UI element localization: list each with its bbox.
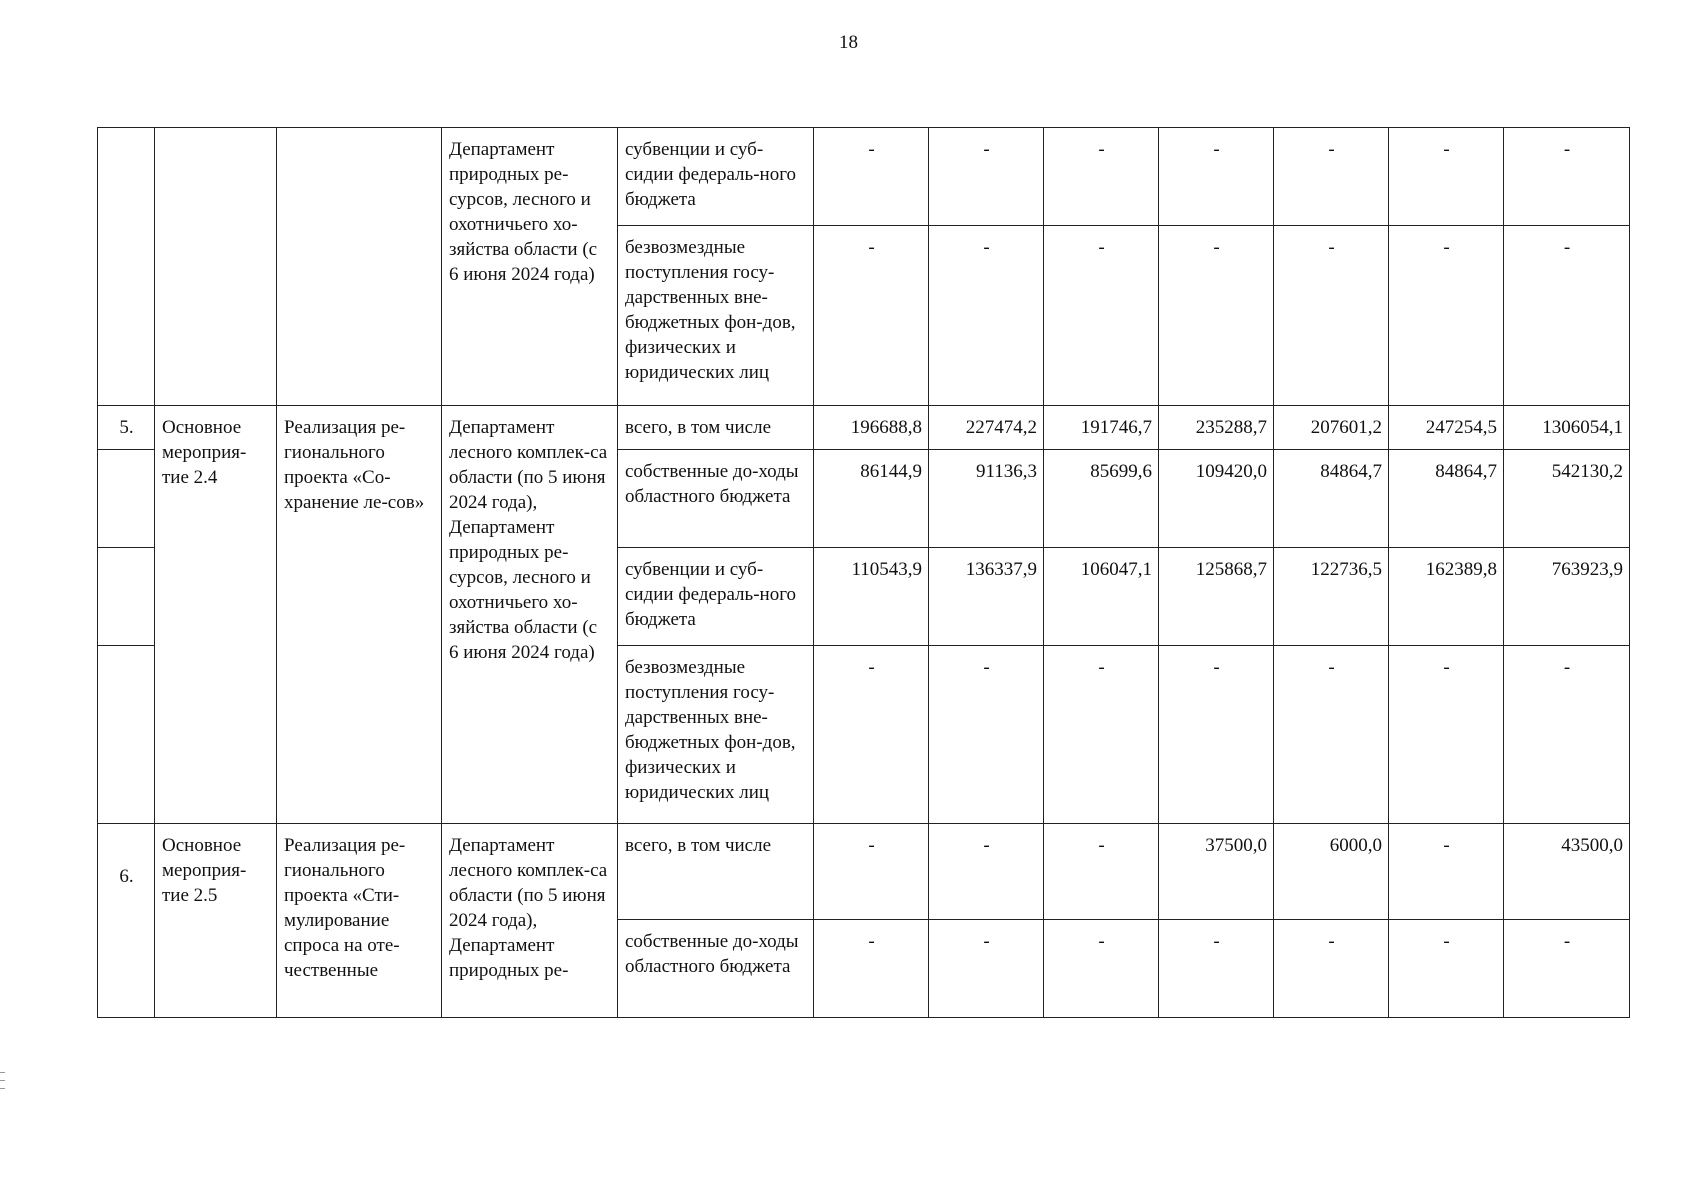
value-cell: - [1044,226,1159,406]
value-cell: 91136,3 [929,450,1044,548]
value-cell: - [1389,226,1504,406]
executor-cell: Департамент лесного комплек-са области (по 5 июня 2024 года), Департамент природных ре- [442,824,618,1018]
index-cell [98,646,155,824]
value-cell: 122736,5 [1274,548,1389,646]
index-cell [98,450,155,548]
value-cell: 109420,0 [1159,450,1274,548]
funding-source-cell: всего, в том числе [618,406,814,450]
scan-mark [0,1080,5,1081]
value-cell: - [1159,646,1274,824]
funding-source-cell: субвенции и суб-сидии федераль-ного бюджета [618,548,814,646]
executor-cell: Департамент природных ре-сурсов, лесного и охотничьего хо-зяйства области (с 6 июня 2024 года) [442,128,618,406]
value-cell: 247254,5 [1389,406,1504,450]
scan-mark [0,1072,5,1073]
index-cell [98,548,155,646]
value-cell: 106047,1 [1044,548,1159,646]
value-cell: - [929,646,1044,824]
value-cell: - [1504,920,1630,1018]
value-cell: - [1504,128,1630,226]
value-cell: 125868,7 [1159,548,1274,646]
value-cell: 110543,9 [814,548,929,646]
value-cell: - [1504,226,1630,406]
value-cell: 85699,6 [1044,450,1159,548]
value-cell: - [814,226,929,406]
funding-source-cell: собственные до-ходы областного бюджета [618,450,814,548]
value-cell: - [814,920,929,1018]
value-cell: - [1159,226,1274,406]
activity-cell: Основное мероприя-тие 2.4 [155,406,277,824]
value-cell: 1306054,1 [1504,406,1630,450]
value-cell: - [1274,920,1389,1018]
value-cell: 227474,2 [929,406,1044,450]
activity-cell [155,128,277,406]
project-cell [277,128,442,406]
budget-table [97,127,1630,1018]
value-cell: 162389,8 [1389,548,1504,646]
value-cell: 86144,9 [814,450,929,548]
project-cell: Реализация ре-гионального проекта «Со-хранение ле-сов» [277,406,442,824]
value-cell: - [814,646,929,824]
value-cell: 136337,9 [929,548,1044,646]
funding-source-cell: всего, в том числе [618,824,814,920]
value-cell: 6000,0 [1274,824,1389,920]
table-row [98,128,1630,226]
project-cell: Реализация ре-гионального проекта «Сти-мулирование спроса на оте-чественные [277,824,442,1018]
value-cell: 84864,7 [1274,450,1389,548]
value-cell: - [1389,824,1504,920]
scan-mark [0,1088,5,1089]
value-cell: 763923,9 [1504,548,1630,646]
value-cell: - [1389,128,1504,226]
value-cell: - [929,824,1044,920]
activity-cell: Основное мероприя-тие 2.5 [155,824,277,1018]
funding-source-cell: собственные до-ходы областного бюджета [618,920,814,1018]
value-cell: - [1044,920,1159,1018]
value-cell: - [929,920,1044,1018]
index-cell: 6. [98,824,155,1018]
index-cell [98,128,155,406]
value-cell: - [814,128,929,226]
value-cell: 542130,2 [1504,450,1630,548]
page-number: 18 [839,32,858,53]
value-cell: - [929,226,1044,406]
value-cell: - [1274,226,1389,406]
value-cell: - [1274,646,1389,824]
executor-cell: Департамент лесного комплек-са области (по 5 июня 2024 года), Департамент природных ре-сурсов, лесного и охотничьего хо-зяйства области (с 6 июня 2024 года) [442,406,618,824]
value-cell: - [1159,920,1274,1018]
value-cell: - [1044,646,1159,824]
value-cell: - [1044,824,1159,920]
funding-source-cell: безвозмездные поступления госу-дарственных вне-бюджетных фон-дов, физических и юридических лиц [618,226,814,406]
funding-source-cell: субвенции и суб-сидии федераль-ного бюджета [618,128,814,226]
table-row [98,406,1630,450]
funding-source-cell: безвозмездные поступления госу-дарственных вне-бюджетных фон-дов, физических и юридических лиц [618,646,814,824]
value-cell: 207601,2 [1274,406,1389,450]
value-cell: - [1274,128,1389,226]
value-cell: - [1159,128,1274,226]
value-cell: - [1389,920,1504,1018]
value-cell: 191746,7 [1044,406,1159,450]
value-cell: - [814,824,929,920]
value-cell: 84864,7 [1389,450,1504,548]
value-cell: 43500,0 [1504,824,1630,920]
index-cell: 5. [98,406,155,450]
value-cell: - [929,128,1044,226]
value-cell: 196688,8 [814,406,929,450]
table-row [98,824,1630,920]
value-cell: - [1504,646,1630,824]
value-cell: - [1044,128,1159,226]
value-cell: 235288,7 [1159,406,1274,450]
value-cell: 37500,0 [1159,824,1274,920]
value-cell: - [1389,646,1504,824]
